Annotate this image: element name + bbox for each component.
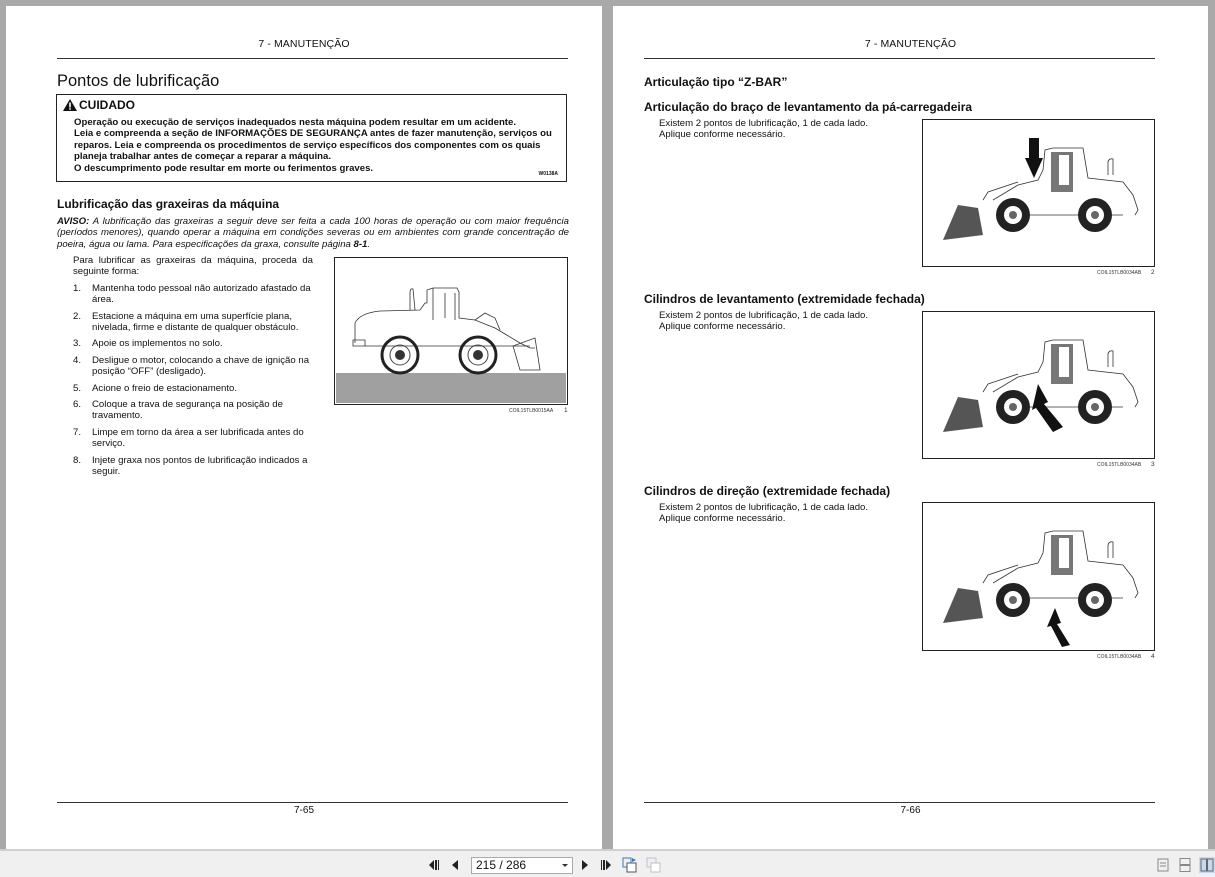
caution-line: O descumprimento pode resultar em morte ou ferimentos graves. [74,162,374,174]
list-item [73,283,313,306]
procedure-list [73,255,313,483]
list-item [73,355,313,378]
step-number: 6. [73,399,82,411]
step-number: 3. [73,338,82,350]
step-number: 5. [73,382,82,394]
step-number: 1. [73,282,82,294]
single-page-icon [1157,858,1169,872]
wheel-loader-illustration [335,258,567,404]
page-number-input[interactable] [471,857,573,874]
list-item [73,399,313,422]
step-text: Limpe em torno da área a ser lubrificada antes do serviço. [92,426,304,450]
last-page-button[interactable] [599,857,613,873]
next-page-icon [580,859,590,871]
wheel-loader-illustration [923,120,1154,266]
section-text [659,118,868,141]
step-text: Apoie os implementos no solo. [92,338,223,350]
text-line: Aplique conforme necessário. [659,321,786,333]
text-line: Existem 2 pontos de lubrificação, 1 de cada lado. [659,310,869,321]
footer-rule [57,802,568,803]
figure-number: 3 [1151,461,1155,468]
figure-number: 4 [1151,653,1155,660]
procedure-intro: Para lubrificar as graxeiras da máquina, proceda da seguinte forma: [73,255,313,278]
page-indicator: 215 / 286 [476,858,527,872]
page-left [6,6,602,849]
figure-lift-cylinders [922,311,1155,459]
page-title: Articulação tipo “Z-BAR” [644,75,788,89]
header-rule [644,58,1155,59]
step-number: 4. [73,354,82,366]
figure-lift-arm-linkage [922,119,1155,267]
step-text: Desligue o motor, colocando a chave de ignição na posição “OFF” (desligado). [92,354,310,378]
step-number: 8. [73,454,82,466]
figure-loader-side-view [334,257,568,405]
rotate-page-icon [622,857,638,873]
header-rule [57,58,568,59]
figure-caption: COIL15TLB0015AA [509,408,554,414]
caution-text [74,117,558,174]
two-page-icon [1200,858,1214,872]
notice-text: A lubrificação das graxeiras a seguir deve ser feita a cada 100 horas de operação ou com maior frequência (períodos menores), quando operar a máquina em condições severas ou em ambientes com grande concentração de poeira, água ou lama. Para especificações da graxa, consulte página [57,216,569,250]
caution-box [56,94,567,182]
step-text: Mantenha todo pessoal não autorizado afastado da área. [92,282,311,306]
text-line: Aplique conforme necessário. [659,513,786,525]
copy-page-button[interactable] [646,857,662,873]
list-item [73,338,313,349]
list-item [73,311,313,334]
text-line: Aplique conforme necessário. [659,129,786,141]
caution-heading [63,98,135,112]
list-item [73,455,313,478]
figure-caption: COIL15TLB0034AB [1097,270,1142,276]
notice-end: . [367,238,371,250]
warning-triangle-icon [63,99,77,111]
footer-rule [644,802,1155,803]
continuous-page-icon [1179,858,1191,872]
step-text: Injete graxa nos pontos de lubrificação indicados a seguir. [92,454,308,478]
page-title: Pontos de lubrificação [57,72,220,90]
notice-label: AVISO: [57,216,90,227]
navigation-toolbar [0,849,1215,877]
text-line: Existem 2 pontos de lubrificação, 1 de cada lado. [659,502,869,513]
wheel-loader-illustration [923,503,1154,650]
step-number: 7. [73,426,82,438]
figure-steering-cylinders [922,502,1155,651]
last-page-icon [600,859,612,871]
text-line: Existem 2 pontos de lubrificação, 1 de cada lado. [659,118,869,129]
next-page-button[interactable] [579,857,591,873]
section-title: Cilindros de levantamento (extremidade fechada) [644,292,925,306]
section-text [659,502,868,525]
running-head: 7 - MANUTENÇÃO [258,38,350,50]
running-head: 7 - MANUTENÇÃO [864,38,957,50]
section-title: Articulação do braço de levantamento da pá-carregadeira [644,100,973,114]
caution-line: Operação ou execução de serviços inadequados nesta máquina podem resultar em um acidente. [74,117,516,128]
notice-paragraph [57,216,569,250]
list-item [73,383,313,394]
first-page-button[interactable] [427,857,441,873]
single-page-view-button[interactable] [1156,857,1170,873]
step-text: Estacione a máquina em uma superfície plana, nivelada, firme e distante de qualquer obstáculo. [92,310,299,334]
figure-caption: COIL15TLB0034AB [1097,462,1142,468]
step-text: Coloque a trava de segurança na posição de travamento. [92,399,283,422]
wheel-loader-illustration [923,312,1154,458]
section-text [659,310,868,333]
previous-page-button[interactable] [449,857,461,873]
page-reference-link[interactable]: 8-1 [353,238,368,250]
continuous-view-button[interactable] [1178,857,1192,873]
two-page-view-button[interactable] [1199,857,1215,873]
step-number: 2. [73,310,82,322]
previous-page-icon [450,859,460,871]
first-page-icon [428,859,440,871]
figure-number: 1 [564,407,568,414]
section-title: Lubrificação das graxeiras da máquina [57,197,280,211]
figure-caption: COIL15TLB0034AB [1097,654,1142,660]
arrow-marker [1047,608,1070,647]
section-title: Cilindros de direção (extremidade fechada) [644,484,891,498]
arrow-marker [1032,384,1063,432]
copy-icon [646,857,662,873]
arrow-marker [1025,138,1043,178]
page-number: 7-65 [293,805,314,816]
figure-number: 2 [1151,269,1155,276]
caution-title: CUIDADO [79,98,135,112]
page-number: 7-66 [900,805,921,816]
caution-code: W0138A [538,171,558,177]
step-text: Acione o freio de estacionamento. [92,382,238,394]
caution-line: Leia e compreenda a seção de INFORMAÇÕES DE SEGURANÇA antes de fazer manutenção, serviços ou reparos. Leia e compreenda os procedimentos de serviço específicos dos componentes com os quais planeja trabalhar antes de começar a reparar a máquina. [74,128,552,163]
rotate-view-button[interactable] [622,857,638,873]
dropdown-caret-icon[interactable] [562,864,568,867]
list-item [73,427,313,450]
page-right [613,6,1208,849]
